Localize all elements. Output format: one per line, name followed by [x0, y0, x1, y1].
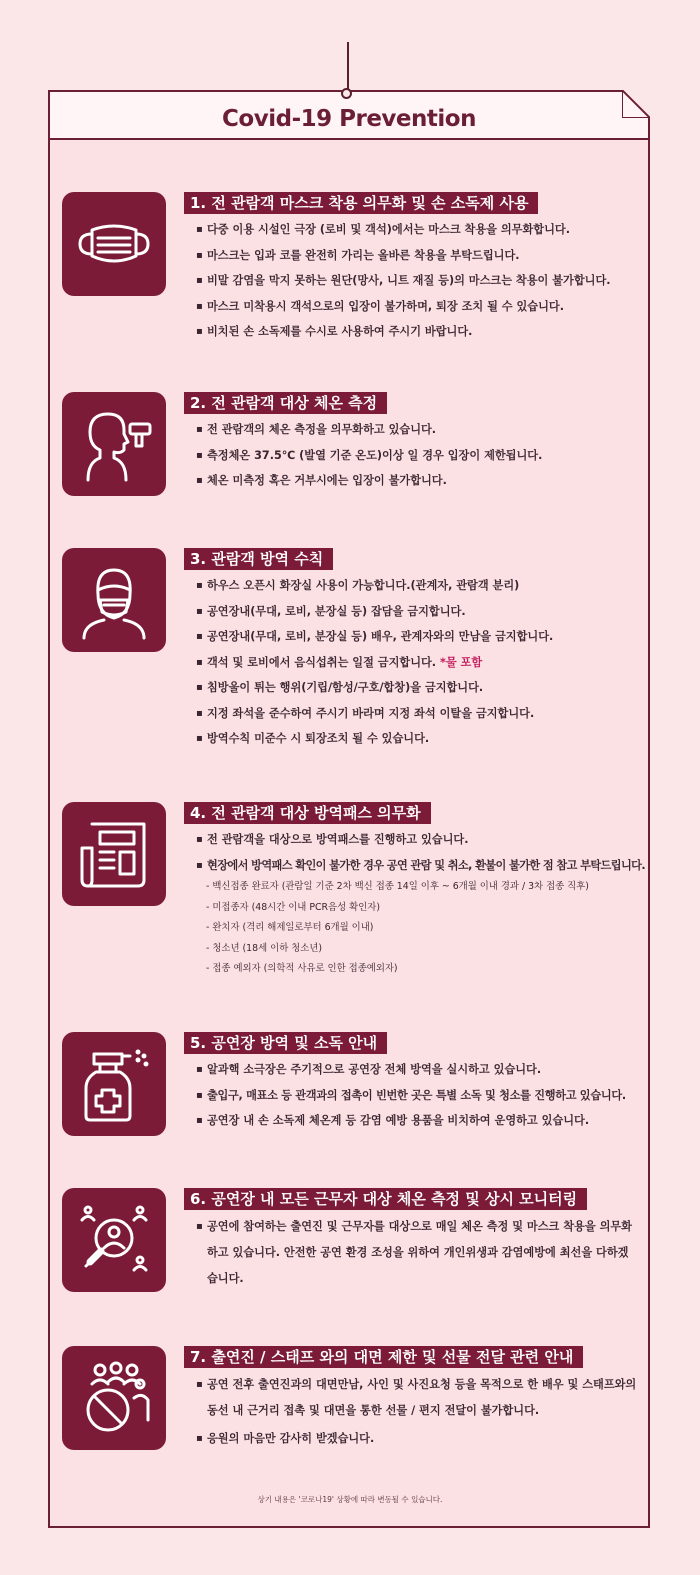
- list-item: ▪ 공연장 내 손 소독제 체온계 등 감염 예방 용품을 비치하여 운영하고 있습니다.: [196, 1113, 646, 1128]
- mask-icon: [62, 192, 166, 296]
- bullet-list: [196, 1062, 646, 1139]
- list-item: ▪ 마스크는 입과 코를 완전히 가리는 올바른 착용을 부탁드립니다.: [196, 248, 646, 263]
- sub-item: - 접종 예외자 (의학적 사유로 인한 접종예외자): [206, 963, 398, 974]
- list-item: ▪ 공연장내(무대, 로비, 분장실 등) 배우, 관계자와의 만남을 금지합니다.: [196, 629, 646, 644]
- folded-corner-icon: [622, 90, 650, 118]
- footer-note: 상기 내용은 '코로나19' 상황에 따라 변동될 수 있습니다.: [257, 1495, 443, 1504]
- bullet-list: [196, 578, 646, 757]
- section-title: 7. 출연진 / 스태프 와의 대면 제한 및 선물 전달 관련 안내: [184, 1346, 583, 1368]
- list-item: ▪ 알과핵 소극장은 주기적으로 공연장 전체 방역을 실시하고 있습니다.: [196, 1062, 646, 1077]
- list-item: ▪ 비말 감염을 막지 못하는 원단(망사, 니트 재질 등)의 마스크는 착용이 불가합니다.: [196, 273, 646, 288]
- section-title: 6. 공연장 내 모든 근무자 대상 체온 측정 및 상시 모니터링: [184, 1188, 587, 1210]
- thermometer-scan-icon: [62, 392, 166, 496]
- bullet-list: [196, 222, 646, 350]
- masked-person-icon: [62, 548, 166, 652]
- sub-item: - 백신접종 완료자 (관람일 기준 2차 백신 접종 14일 이후 ~ 6개월 이내 경과 / 3차 접종 직후): [206, 881, 589, 892]
- sub-item: - 청소년 (18세 이하 청소년): [206, 942, 323, 954]
- list-item: ▪ 하우스 오픈시 화장실 사용이 가능합니다.(관계자, 관람객 분리): [196, 578, 646, 593]
- list-item: ▪ 다중 이용 시설인 극장 (로비 및 객석)에서는 마스크 착용을 의무화합니다.: [196, 222, 646, 237]
- document-pass-icon: [62, 802, 166, 906]
- list-item: ▪ 전 관람객의 체온 측정을 의무화하고 있습니다.: [196, 422, 646, 437]
- list-item: ▪ 비치된 손 소독제를 수시로 사용하여 주시기 바랍니다.: [196, 324, 646, 339]
- list-item: ▪ 현장에서 방역패스 확인이 불가한 경우 공연 관람 및 취소, 환불이 불가한 점 참고 부탁드립니다.: [196, 858, 646, 873]
- list-item: ▪ 응원의 마음만 감사히 받겠습니다.: [196, 1426, 646, 1452]
- list-item: ▪ 전 관람객을 대상으로 방역패스를 진행하고 있습니다.: [196, 832, 646, 847]
- list-item: ▪ 마스크 미착용시 객석으로의 입장이 불가하며, 퇴장 조치 될 수 있습니다.: [196, 299, 646, 314]
- no-contact-group-icon: [62, 1346, 166, 1450]
- water-note: *물 포함: [439, 655, 483, 669]
- page-title: Covid-19 Prevention: [222, 106, 476, 132]
- section-title: 4. 전 관람객 대상 방역패스 의무화: [184, 802, 431, 824]
- hanging-string: [347, 42, 349, 92]
- list-item: ▪ 공연에 참여하는 출연진 및 근무자를 대상으로 매일 체온 측정 및 마스크 착용을 의무화하고 있습니다. 안전한 공연 환경 조성을 위하여 개인위생과 감염예방에 최선을 다하겠습니다.: [196, 1214, 637, 1292]
- section-title: 1. 전 관람객 마스크 착용 의무화 및 손 소독제 사용: [184, 192, 538, 214]
- bullet-list: [196, 1214, 646, 1294]
- title-band: [50, 92, 648, 140]
- staff-monitoring-icon: [62, 1188, 166, 1292]
- sub-item: - 완치자 (격리 해제일로부터 6개월 이내): [206, 922, 374, 933]
- bullet-list: [196, 832, 646, 883]
- list-item: ▪ 체온 미측정 혹은 거부시에는 입장이 불가합니다.: [196, 473, 646, 488]
- hanging-ring: [341, 88, 352, 99]
- list-item: ▪ 공연 전후 출연진과의 대면만남, 사인 및 사진요청 등을 목적으로 한 배우 및 스태프와의 동선 내 근거리 접촉 및 대면을 통한 선물 / 편지 전달이 불가합니다.: [196, 1372, 647, 1424]
- item-text: 객석 및 로비에서 음식섭취는 일절 금지합니다.: [207, 655, 437, 669]
- list-item: [196, 655, 646, 670]
- section-title: 5. 공연장 방역 및 소독 안내: [184, 1032, 387, 1054]
- sub-list: [206, 880, 636, 983]
- list-item: ▪ 방역수칙 미준수 시 퇴장조치 될 수 있습니다.: [196, 731, 646, 746]
- section-title: 2. 전 관람객 대상 체온 측정: [184, 392, 387, 414]
- section-title: 3. 관람객 방역 수칙: [184, 548, 333, 570]
- list-item: ▪ 침방울이 튀는 행위(기립/함성/구호/합창)을 금지합니다.: [196, 680, 646, 695]
- list-item: ▪ 측정체온 37.5℃ (발열 기준 온도)이상 일 경우 입장이 제한됩니다.: [196, 448, 646, 463]
- bullet-list: [196, 422, 646, 499]
- list-item: ▪ 지정 좌석을 준수하여 주시기 바라며 지정 좌석 이탈을 금지합니다.: [196, 706, 646, 721]
- list-item: ▪ 공연장내(무대, 로비, 분장실 등) 잡담을 금지합니다.: [196, 604, 646, 619]
- spray-bottle-icon: [62, 1032, 166, 1136]
- bullet-list: [196, 1372, 646, 1454]
- list-item: ▪ 출입구, 매표소 등 관객과의 접촉이 빈번한 곳은 특별 소독 및 청소를 진행하고 있습니다.: [196, 1088, 646, 1103]
- sub-item: - 미접종자 (48시간 이내 PCR음성 확인자): [206, 901, 380, 913]
